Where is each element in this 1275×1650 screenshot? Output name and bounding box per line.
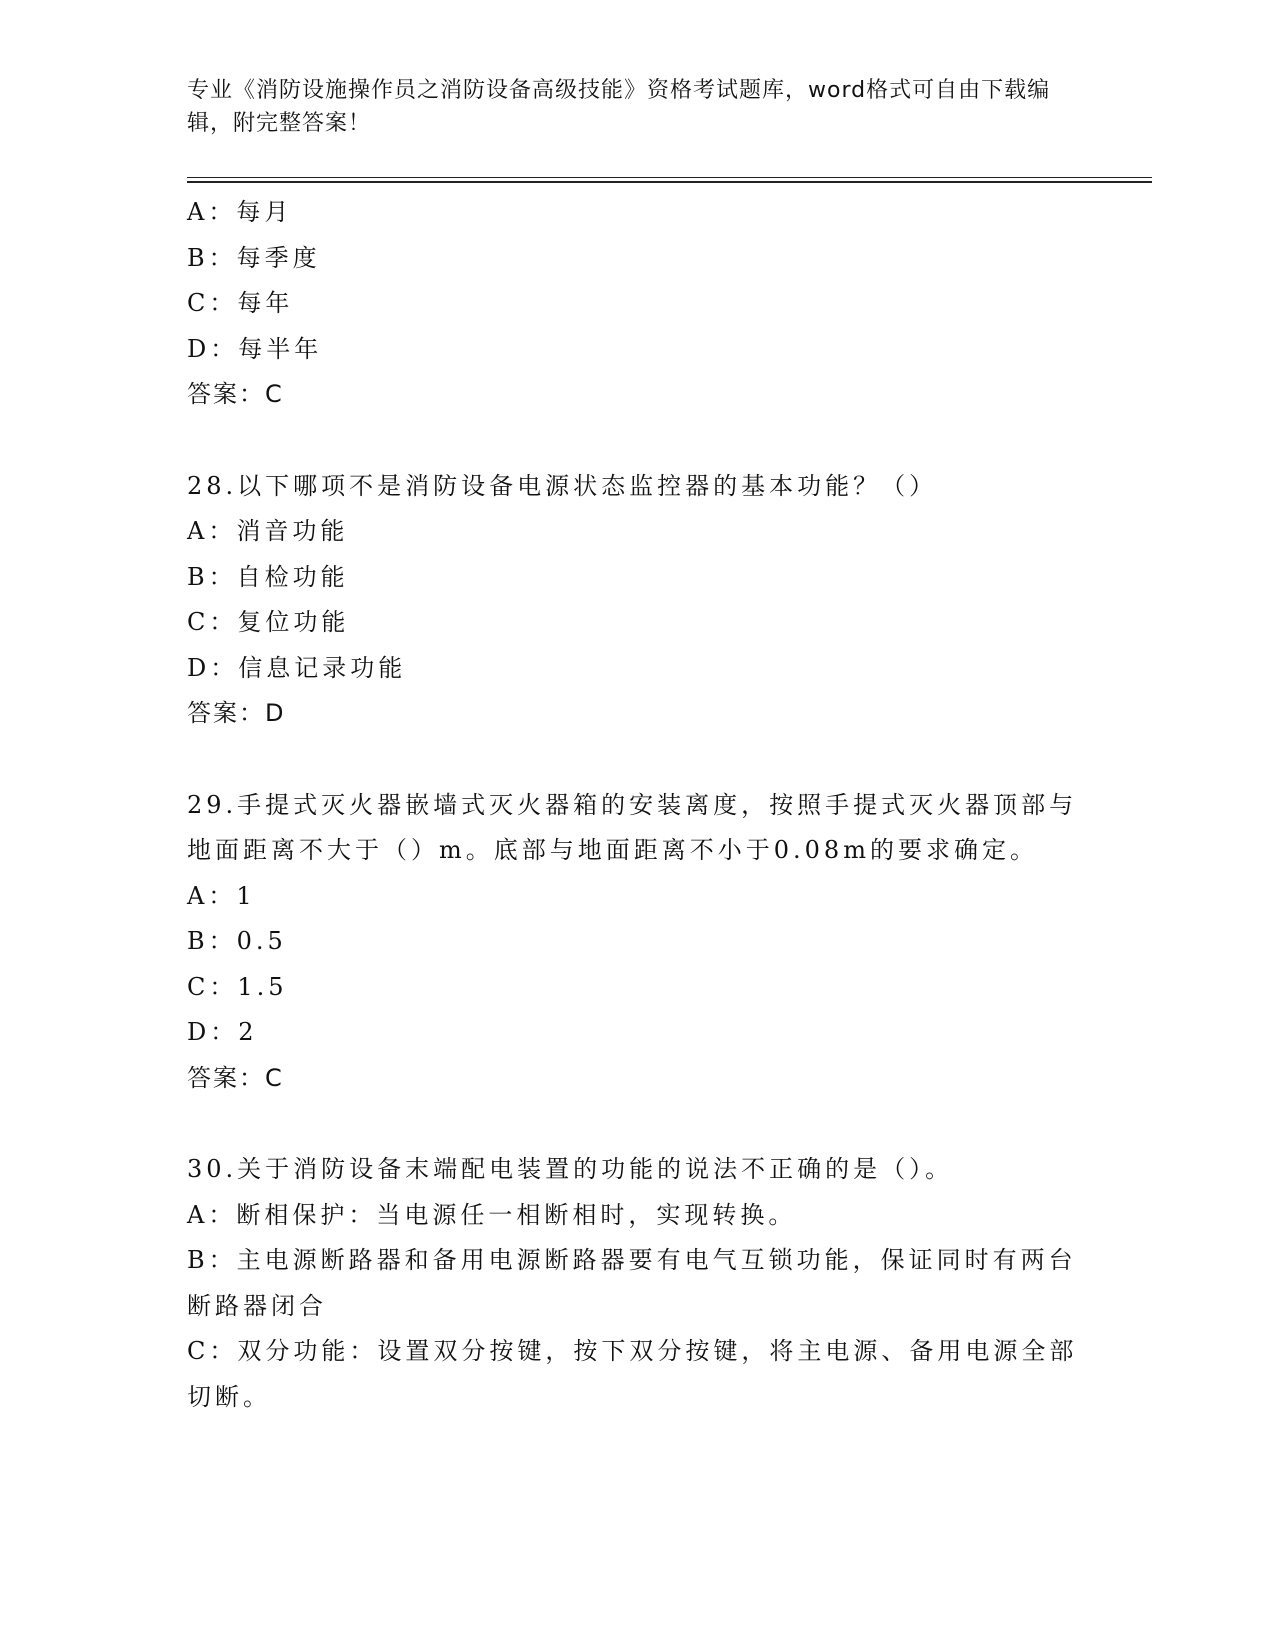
document-header: 专业《消防设施操作员之消防设备高级技能》资格考试题库，word格式可自由下载编辑，附完整答案！ (187, 78, 1051, 136)
question-text: 28.以下哪项不是消防设备电源状态监控器的基本功能？（） (187, 471, 938, 500)
option-b: B：每季度 (187, 243, 321, 272)
answer: 答案：D (187, 699, 286, 727)
option-a: A：消音功能 (187, 517, 349, 545)
question-28 (187, 464, 1087, 737)
option-b: B：主电源断路器和备用电源断路器要有电气互锁功能，保证同时有两台断路器闭合 (187, 1246, 1077, 1320)
option-a: A：1 (187, 881, 256, 910)
option-c: C：每年 (187, 289, 294, 317)
option-b: B：0.5 (187, 927, 287, 955)
answer: 答案：C (187, 380, 284, 408)
option-c: C：1.5 (187, 972, 288, 1001)
question-text: 30.关于消防设备末端配电装置的功能的说法不正确的是（）。 (187, 1155, 954, 1183)
option-a: A：每月 (187, 198, 293, 226)
question-30 (187, 1147, 1087, 1420)
header-rule-bottom (187, 181, 1152, 183)
option-c: C：复位功能 (187, 608, 350, 636)
answer: 答案：C (187, 1063, 284, 1092)
option-a: A：断相保护：当电源任一相断相时，实现转换。 (187, 1200, 797, 1229)
option-b: B：自检功能 (187, 562, 349, 591)
question-list (187, 190, 1087, 1420)
option-d: D：每半年 (187, 334, 323, 363)
question-text: 29.手提式灭火器嵌墙式灭火器箱的安装离度，按照手提式灭火器顶部与地面距离不大于（）m。底部与地面距离不小于0.08m的要求确定。 (187, 790, 1078, 864)
option-c: C：双分功能：设置双分按键，按下双分按键，将主电源、备用电源全部切断。 (187, 1337, 1078, 1411)
option-d: D：信息记录功能 (187, 653, 407, 682)
question-29 (187, 783, 1087, 1102)
question-27 (187, 190, 1087, 418)
option-d: D：2 (187, 1018, 258, 1046)
header-rule-top (187, 177, 1152, 178)
